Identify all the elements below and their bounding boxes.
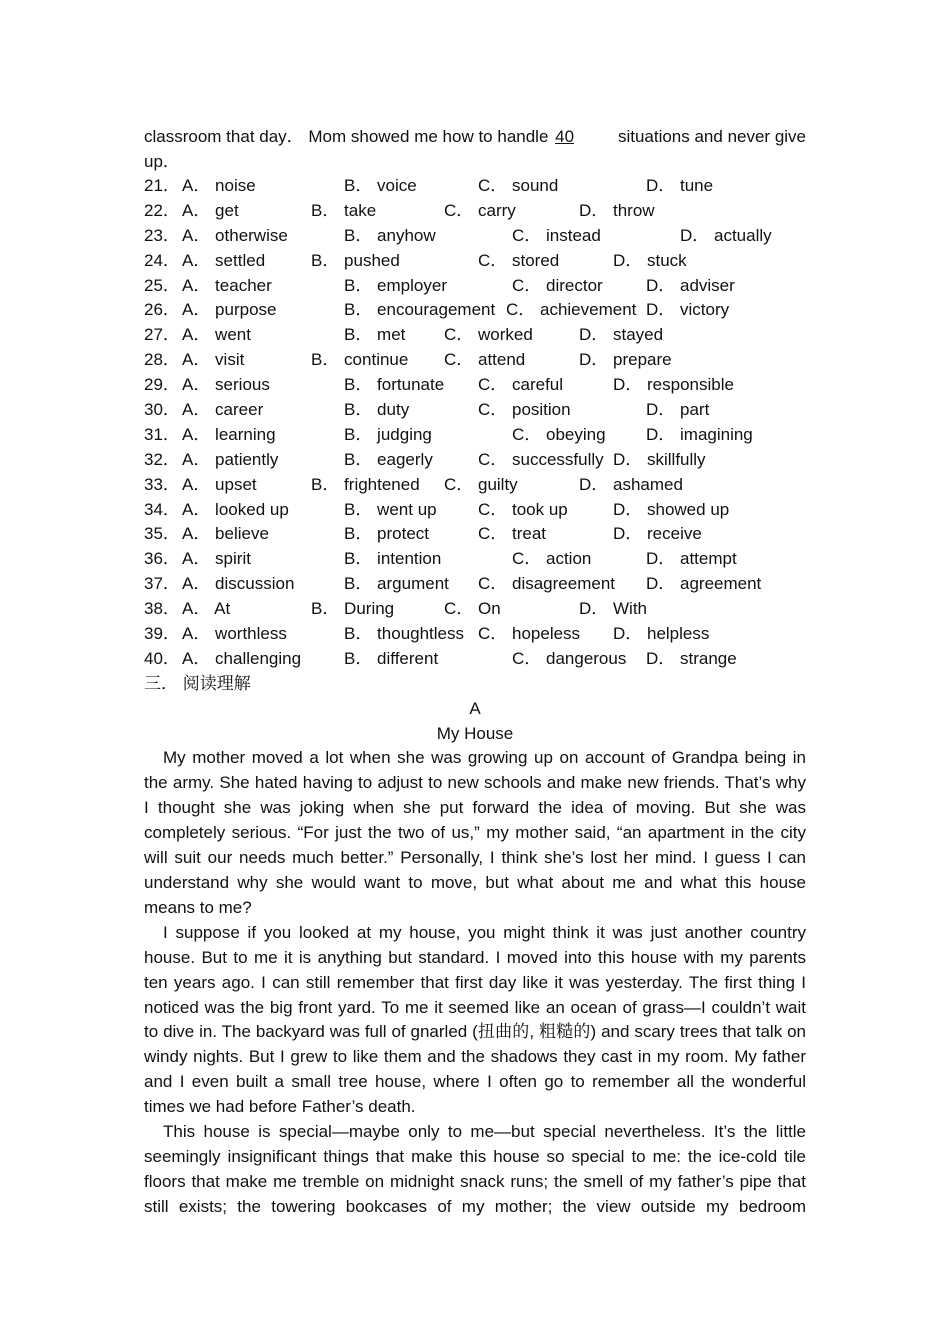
option-b: B． met <box>344 325 406 345</box>
option-a: A． purpose <box>182 300 277 320</box>
option-b: B． protect <box>344 524 430 544</box>
option-b: B． different <box>344 648 439 668</box>
question-number: 40． <box>144 648 180 668</box>
question-row <box>144 199 806 224</box>
option-d: D． helpless <box>613 624 710 644</box>
question-row <box>144 274 806 299</box>
option-b: B． take <box>311 200 377 220</box>
option-c: C． treat <box>478 524 547 544</box>
question-row <box>144 473 806 498</box>
option-b: B． fortunate <box>344 375 445 395</box>
question-row <box>144 174 806 199</box>
option-a: A． spirit <box>182 549 251 569</box>
option-c: C． position <box>478 400 571 420</box>
option-d: D． adviser <box>646 275 735 295</box>
option-a: A． noise <box>182 176 256 195</box>
option-a: A． looked up <box>182 499 289 519</box>
option-d: D． strange <box>646 648 737 668</box>
question-list <box>144 174 806 672</box>
option-b: B． During <box>311 599 395 619</box>
option-d: D． attempt <box>646 549 737 569</box>
question-row <box>144 373 806 398</box>
question-row <box>144 522 806 547</box>
option-d: D． victory <box>646 300 730 320</box>
paragraph-3: This house is special—maybe only to me—but special nevertheless. It’s the little seemingly insignificant things that make this house so special to me: the ice-cold tile floors that make me tremble on midnight snack runs; the smell of my father’s pipe that still exists; the towering bookcases of my mother; the view outside my bedroom <box>144 1122 806 1216</box>
option-c: C． hopeless <box>478 624 581 644</box>
option-a: A． teacher <box>182 275 272 295</box>
question-number: 24． <box>144 250 180 270</box>
option-d: D． prepare <box>579 350 672 370</box>
option-c: C． director <box>512 275 603 295</box>
question-row <box>144 572 806 597</box>
question-number: 30． <box>144 400 180 420</box>
question-row <box>144 448 806 473</box>
intro-text-before: classroom that day． Mom showed me how to handle 40 <box>144 127 575 146</box>
option-d: D． responsible <box>613 375 734 395</box>
question-row <box>144 647 806 672</box>
option-a: A． career <box>182 400 264 420</box>
section-heading: 三． 阅读理解 <box>144 673 251 693</box>
question-number: 34． <box>144 499 180 519</box>
option-a: A． challenging <box>182 648 302 668</box>
option-b: B． encouragement <box>344 300 496 320</box>
question-number: 39． <box>144 624 180 644</box>
option-d: D． receive <box>613 524 702 544</box>
option-c: C． carry <box>444 200 516 220</box>
question-number: 32． <box>144 449 180 469</box>
option-d: D． actually <box>680 225 772 245</box>
option-c: C． action <box>512 549 592 569</box>
option-b: B． anyhow <box>344 225 436 245</box>
question-row <box>144 298 806 323</box>
option-b: B． went up <box>344 499 437 519</box>
option-a: A． otherwise <box>182 225 288 245</box>
option-a: A． learning <box>182 424 276 444</box>
question-number: 33． <box>144 474 180 494</box>
intro-line-2: up． <box>144 152 180 171</box>
option-b: B． employer <box>344 275 447 295</box>
option-b: B． voice <box>344 176 417 195</box>
question-row <box>144 224 806 249</box>
option-c: C． guilty <box>444 474 518 494</box>
question-row <box>144 423 806 448</box>
page-content <box>144 124 806 1220</box>
question-number: 27． <box>144 325 180 345</box>
option-d: D． ashamed <box>579 474 683 494</box>
option-b: B． argument <box>344 574 449 594</box>
option-c: C． worked <box>444 325 533 345</box>
option-a: A． At <box>182 599 231 619</box>
option-a: A． visit <box>182 350 245 370</box>
question-row <box>144 498 806 523</box>
blank-40: 40 <box>555 127 575 146</box>
option-a: A． believe <box>182 524 269 544</box>
option-b: B． frightened <box>311 474 420 494</box>
question-row <box>144 348 806 373</box>
option-c: C． dangerous <box>512 648 627 668</box>
question-number: 25． <box>144 275 180 295</box>
option-d: D． throw <box>579 200 655 220</box>
option-d: D． stuck <box>613 250 687 270</box>
option-a: A． discussion <box>182 574 295 594</box>
option-c: C． obeying <box>512 424 606 444</box>
passage-title: My House <box>436 723 514 743</box>
option-c: C． attend <box>444 350 526 370</box>
question-row <box>144 547 806 572</box>
option-d: D． showed up <box>613 499 730 519</box>
paragraph-2: I suppose if you looked at my house, you might think it was just another country house. But to me it is anything but standard. I moved into this house with my parents ten years ago. I can still remember that first day like it was yesterday. The first thing I noticed was the big front yard. To me it seemed like an ocean of grass—I couldn’t wait to dive in. The backyard was full of gnarled (扭曲的, 粗糙的) and scary trees that talk on windy nights. But I grew to like them and the shadows they cast in my room. My father and I even built a small tree house, where I often go to remember all the wonderful times we had before Father’s death. <box>144 922 806 1117</box>
option-a: A． settled <box>182 250 266 270</box>
option-a: A． patiently <box>182 449 279 469</box>
option-d: D． tune <box>646 176 714 195</box>
option-a: A． serious <box>182 375 270 395</box>
option-b: B． eagerly <box>344 449 433 469</box>
option-d: D． With <box>579 599 647 619</box>
passage-body <box>144 746 806 1219</box>
intro-line-1 <box>144 124 806 149</box>
question-number: 28． <box>144 350 180 370</box>
question-number: 22． <box>144 200 180 220</box>
question-number: 35． <box>144 524 180 544</box>
option-a: A． went <box>182 325 251 345</box>
option-d: D． skillfully <box>613 449 706 469</box>
option-d: D． imagining <box>646 424 753 444</box>
option-a: A． worthless <box>182 624 287 644</box>
intro-text-after: situations and never give <box>617 127 806 146</box>
option-c: C． stored <box>478 250 560 270</box>
question-number: 29． <box>144 375 180 395</box>
option-b: B． thoughtless <box>344 624 465 644</box>
option-c: C． sound <box>478 176 559 195</box>
option-b: B． continue <box>311 350 409 370</box>
question-number: 37． <box>144 574 180 594</box>
question-number: 23． <box>144 225 180 245</box>
option-c: C． instead <box>512 225 601 245</box>
option-d: D． agreement <box>646 574 762 594</box>
option-c: C． took up <box>478 499 568 519</box>
question-row <box>144 622 806 647</box>
question-number: 31． <box>144 424 180 444</box>
question-number: 21． <box>144 176 180 195</box>
question-row <box>144 398 806 423</box>
question-row <box>144 249 806 274</box>
option-b: B． intention <box>344 549 442 569</box>
option-c: C． disagreement <box>478 574 616 594</box>
question-row <box>144 323 806 348</box>
option-b: B． duty <box>344 400 410 420</box>
option-c: C． achievement <box>506 300 637 320</box>
option-c: C． successfully <box>478 449 604 469</box>
option-d: D． part <box>646 400 710 420</box>
option-a: A． upset <box>182 474 257 494</box>
option-c: C． On <box>444 599 501 619</box>
question-number: 26． <box>144 300 180 320</box>
question-row <box>144 597 806 622</box>
option-c: C． careful <box>478 375 564 395</box>
option-b: B． pushed <box>311 250 400 270</box>
paragraph-1: My mother moved a lot when she was growing up on account of Grandpa being in the army. She hated having to adjust to new schools and make new friends. That’s why I thought she was joking when she put forward the idea of moving. But she was completely serious. “For just the two of us,” my mother said, “an apartment in the city will suit our needs much better.” Personally, I think she’s lost her mind. I guess I can understand why she would want to move, but what about me and what this house means to me? <box>144 748 806 917</box>
question-number: 38． <box>144 599 180 619</box>
option-b: B． judging <box>344 424 432 444</box>
question-number: 36． <box>144 549 180 569</box>
option-d: D． stayed <box>579 325 664 345</box>
option-a: A． get <box>182 200 239 220</box>
passage-letter: A <box>469 698 481 718</box>
